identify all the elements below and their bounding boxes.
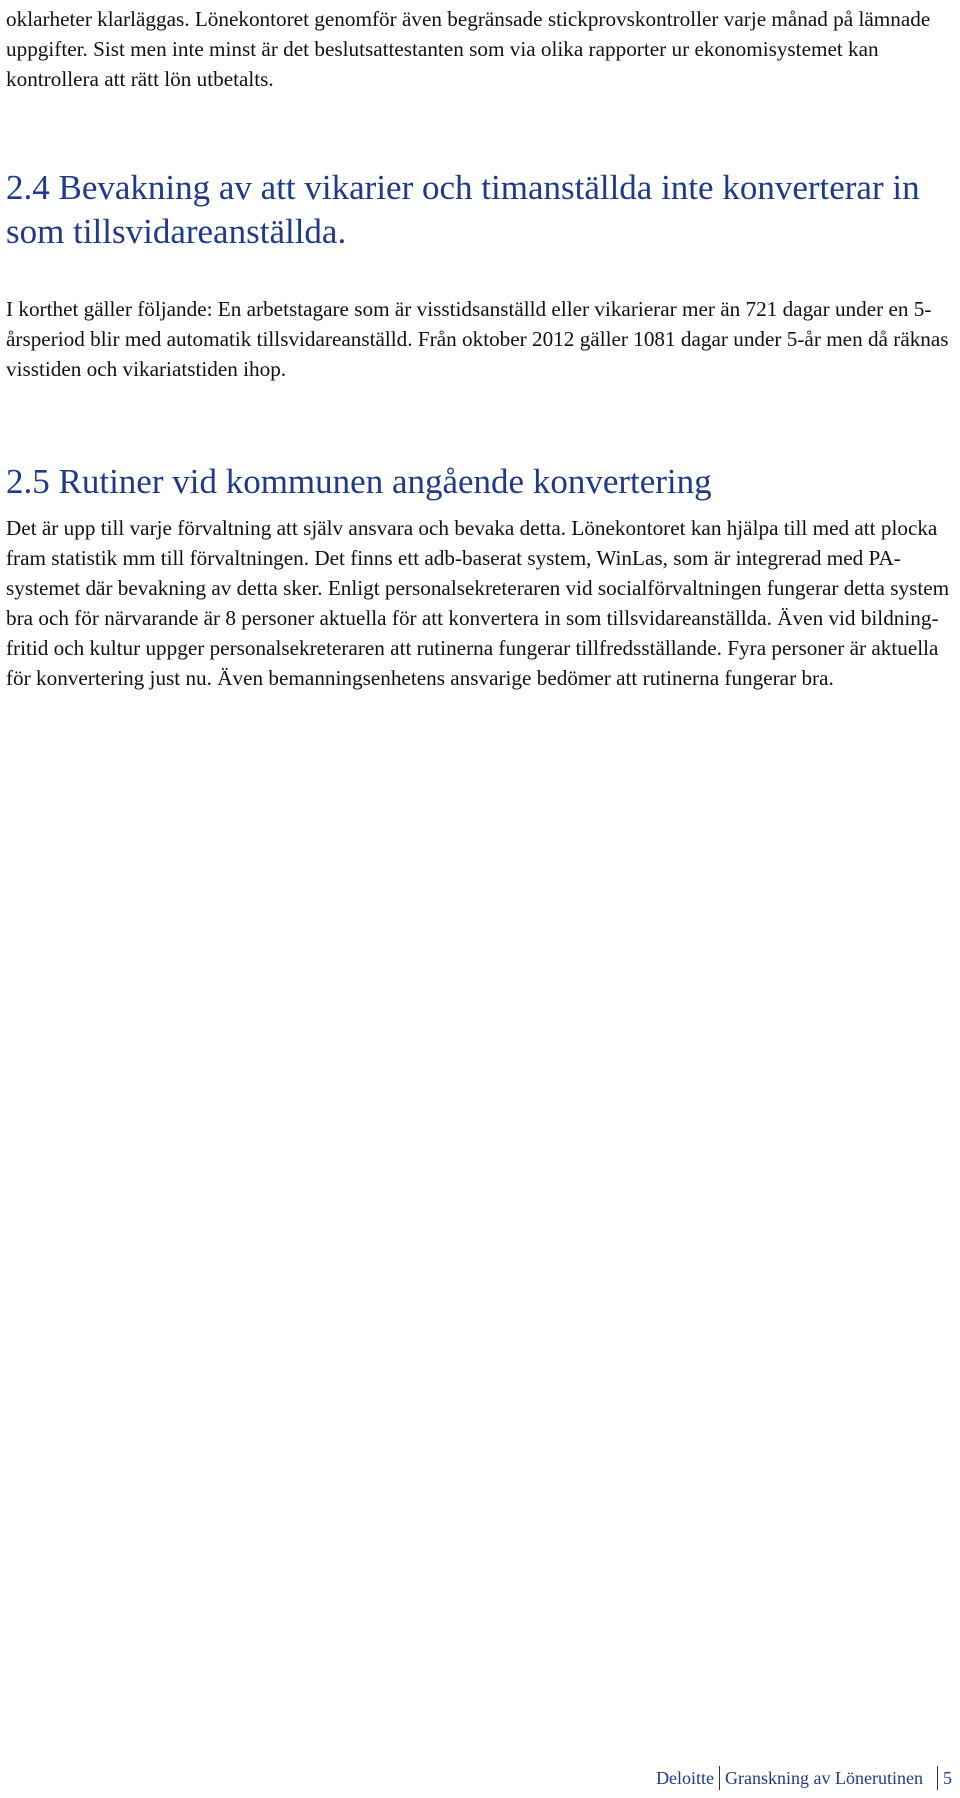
- section-2-5-heading: 2.5 Rutiner vid kommunen angående konvertering: [6, 462, 712, 501]
- intro-paragraph: oklarheter klarläggas. Lönekontoret genomför även begränsade stickprovskontroller varje månad på lämnade uppgifter. Sist men inte minst är det beslutsattestanten som via olika rapporter ur ekonomisystemet kan kontrollera att rätt lön utbetalts.: [6, 7, 931, 91]
- footer-divider: [719, 1766, 720, 1790]
- page-footer: [656, 1764, 952, 1792]
- footer-report-title: Granskning av Lönerutinen: [725, 1767, 923, 1788]
- section-2-4-paragraph: I korthet gäller följande: En arbetstagare som är visstidsanställd eller vikarierar mer än 721 dagar under en 5-årsperiod blir med automatik tillsvidareanställd. Från oktober 2012 gäller 1081 dagar under 5-år men då räknas visstiden och vikariatstiden ihop.: [6, 297, 949, 381]
- footer-page-number: 5: [943, 1767, 952, 1788]
- footer-divider: [937, 1766, 938, 1790]
- section-2-4-heading: 2.4 Bevakning av att vikarier och timanställda inte konverterar in som tillsvidareanställda.: [6, 168, 920, 251]
- footer-company: Deloitte: [656, 1767, 715, 1788]
- section-2-5-paragraph: Det är upp till varje förvaltning att själv ansvara och bevaka detta. Lönekontoret kan hjälpa till med att plocka fram statistik mm till förvaltningen. Det finns ett adb-baserat system, WinLas, som är integrerad med PA-systemet där bevakning av detta sker. Enligt personalsekreteraren vid socialförvaltningen fungerar detta system bra och för närvarande är 8 personer aktuella för att konvertera in som tillsvidareanställda. Även vid bildning-fritid och kultur uppger personalsekreteraren att rutinerna fungerar tillfredsställande. Fyra personer är aktuella för konvertering just nu. Även bemanningsenhetens ansvarige bedömer att rutinerna fungerar bra.: [6, 516, 950, 690]
